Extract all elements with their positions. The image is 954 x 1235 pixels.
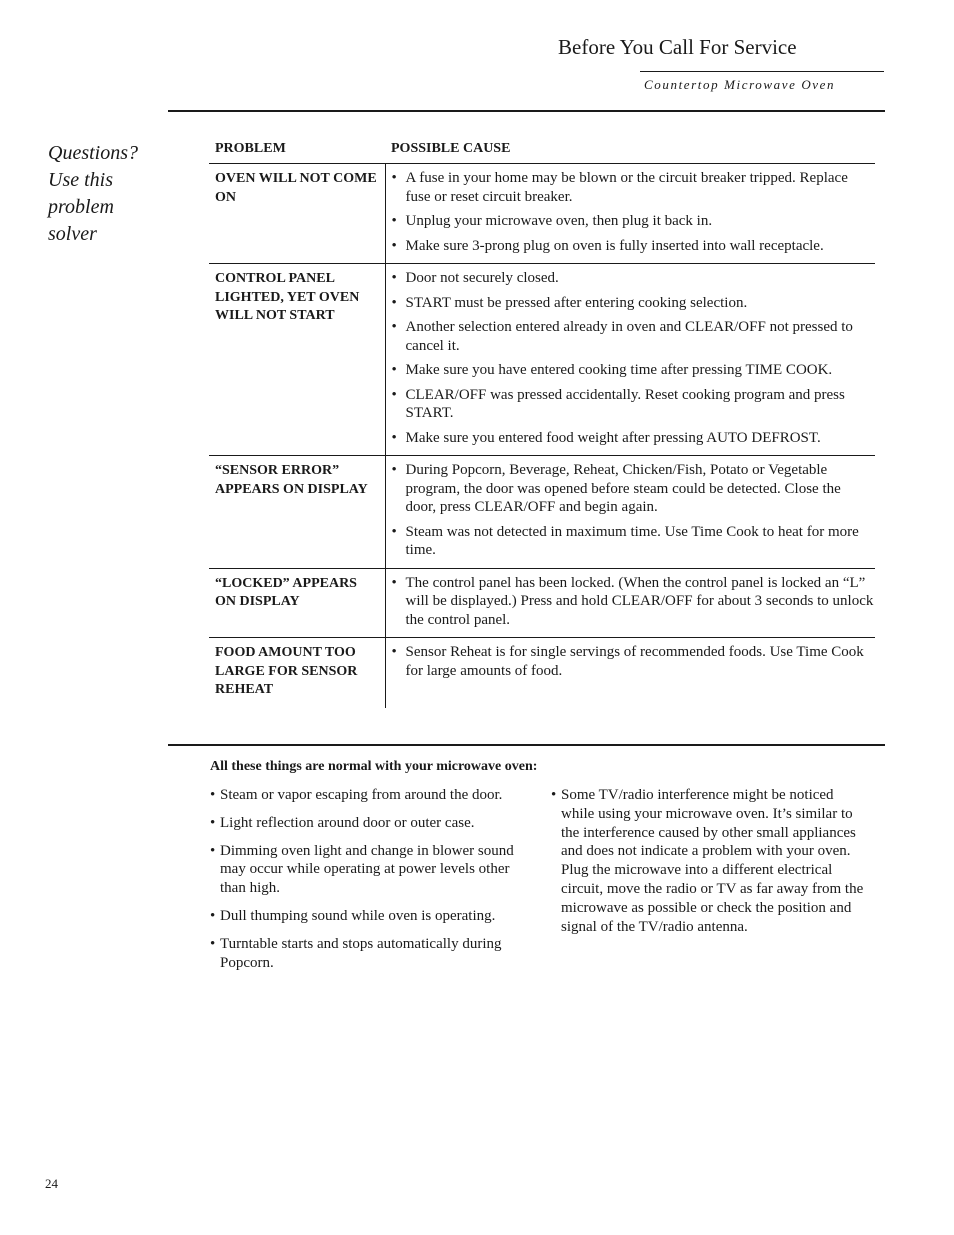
cause-item: • Steam was not detected in maximum time. Use Time Cook to heat for more time. <box>392 523 876 560</box>
cause-list <box>392 461 876 560</box>
cause-item: • The control panel has been locked. (When the control panel is locked an “L” will be displayed.) Press and hold CLEAR/OFF for about 3 seconds to unlock the control panel. <box>392 574 876 630</box>
table-row <box>209 264 875 456</box>
causes-cell <box>385 456 875 569</box>
cause-item: • Make sure 3-prong plug on oven is fully inserted into wall receptacle. <box>392 237 876 256</box>
normal-things-heading: All these things are normal with your microwave oven: <box>210 759 538 774</box>
column-header-possible-cause: POSSIBLE CAUSE <box>385 138 875 164</box>
cause-item: • Unplug your microwave oven, then plug it back in. <box>392 212 876 231</box>
problem-cell: “SENSOR ERROR” APPEARS ON DISPLAY <box>209 456 385 569</box>
table-header-row <box>209 138 875 164</box>
table-row <box>209 456 875 569</box>
cause-list <box>392 269 876 447</box>
cause-item: • A fuse in your home may be blown or the circuit breaker tripped. Replace fuse or reset circuit breaker. <box>392 169 876 206</box>
table-row <box>209 568 875 638</box>
problem-cell: OVEN WILL NOT COME ON <box>209 164 385 264</box>
sidebar-heading-line: problem <box>48 196 114 218</box>
normal-item: • Steam or vapor escaping from around the door. <box>210 786 520 805</box>
normal-item: • Turntable starts and stops automatically during Popcorn. <box>210 935 520 973</box>
header-divider <box>640 71 884 72</box>
cause-list <box>392 643 876 680</box>
sidebar-heading-line: solver <box>48 223 97 245</box>
cause-item: • START must be pressed after entering cooking selection. <box>392 294 876 313</box>
page-header-subtitle: Countertop Microwave Oven <box>644 77 836 92</box>
sidebar-heading <box>48 140 168 248</box>
section-divider <box>168 744 885 746</box>
cause-list <box>392 574 876 630</box>
cause-item: • During Popcorn, Beverage, Reheat, Chicken/Fish, Potato or Vegetable program, the door was opened before steam could be detected. Close the door, press CLEAR/OFF and begin again. <box>392 461 876 517</box>
sidebar-heading-line: Use this <box>48 169 113 191</box>
cause-item: • Another selection entered already in oven and CLEAR/OFF not pressed to cancel it. <box>392 318 876 355</box>
causes-cell <box>385 638 875 708</box>
table-row <box>209 164 875 264</box>
normal-item: • Dimming oven light and change in blower sound may occur while operating at power levels other than high. <box>210 842 520 898</box>
causes-cell <box>385 568 875 638</box>
normal-item: • Dull thumping sound while oven is operating. <box>210 907 520 926</box>
page-header-title: Before You Call For Service <box>558 35 797 59</box>
sidebar-heading-line: Questions? <box>48 142 138 164</box>
problem-cell: CONTROL PANEL LIGHTED, YET OVEN WILL NOT START <box>209 264 385 456</box>
column-header-problem: PROBLEM <box>209 138 385 164</box>
cause-item: • Sensor Reheat is for single servings of recommended foods. Use Time Cook for large amounts of food. <box>392 643 876 680</box>
cause-item: • Door not securely closed. <box>392 269 876 288</box>
normal-item: • Light reflection around door or outer case. <box>210 814 520 833</box>
causes-cell <box>385 264 875 456</box>
problem-cell: FOOD AMOUNT TOO LARGE FOR SENSOR REHEAT <box>209 638 385 708</box>
problem-cell: “LOCKED” APPEARS ON DISPLAY <box>209 568 385 638</box>
normal-things-list-right <box>551 786 869 945</box>
top-divider <box>168 110 885 112</box>
normal-things-list-left <box>210 786 520 981</box>
cause-item: • CLEAR/OFF was pressed accidentally. Reset cooking program and press START. <box>392 386 876 423</box>
normal-item: • Some TV/radio interference might be noticed while using your microwave oven. It’s similar to the interference caused by other small appliances and does not indicate a problem with your oven. Plug the microwave into a different electrical circuit, move the radio or TV as far away from the microwave as possible or check the position and signal of the TV/radio antenna. <box>551 786 869 936</box>
problem-solver-table <box>209 138 875 708</box>
table-row <box>209 638 875 708</box>
page-number: 24 <box>45 1176 58 1191</box>
causes-cell <box>385 164 875 264</box>
cause-item: • Make sure you have entered cooking time after pressing TIME COOK. <box>392 361 876 380</box>
cause-list <box>392 169 876 255</box>
cause-item: • Make sure you entered food weight after pressing AUTO DEFROST. <box>392 429 876 448</box>
